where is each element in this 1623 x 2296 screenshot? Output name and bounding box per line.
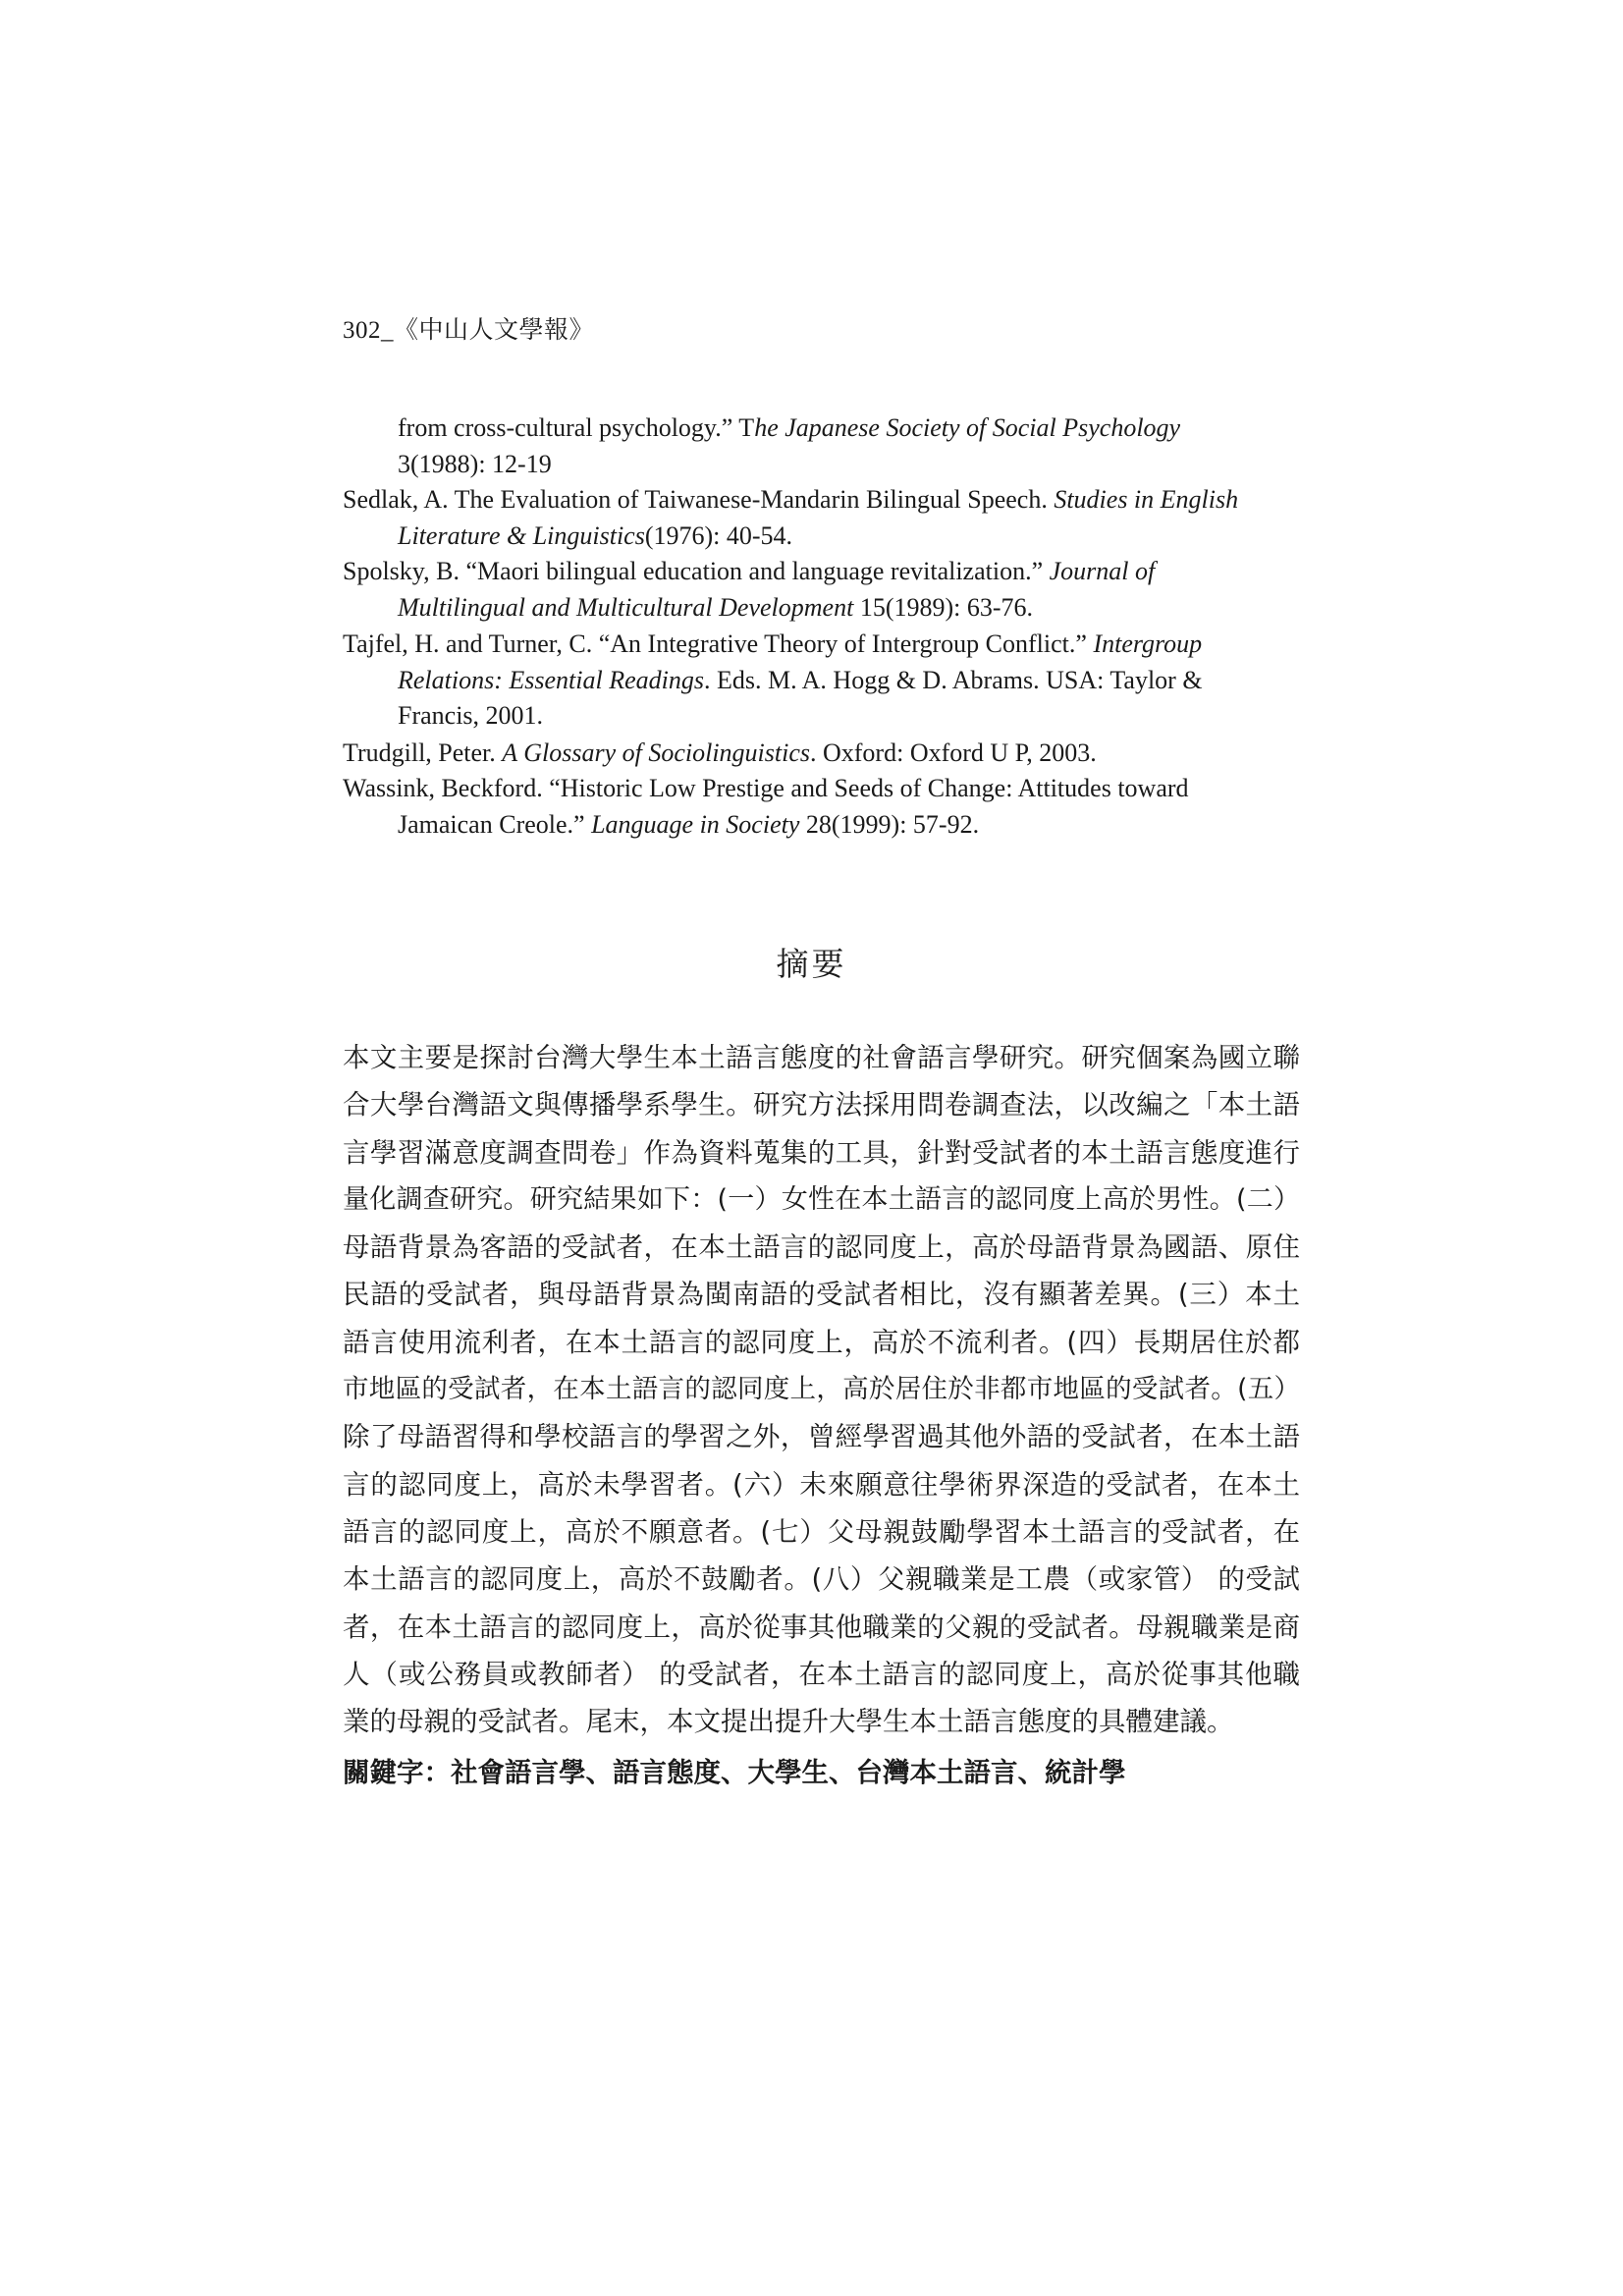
abstract-line: 言的認同度上，高於未學習者。(六）未來願意往學術界深造的受試者，在本土 <box>343 1468 1300 1501</box>
abstract-line: 本土語言的認同度上，高於不鼓勵者。(八）父親職業是工農（或家管） 的受試 <box>343 1563 1300 1596</box>
running-head: 302_《中山人文學報》 <box>343 317 595 344</box>
reference-text: Sedlak, A. The Evaluation of Taiwanese-Mandarin Bilingual Speech. <box>343 485 1055 514</box>
reference-publication: . Eds. M. A. Hogg & D. Abrams. USA: Taylor & Francis, 2001. <box>398 665 1203 730</box>
reference-entry-trudgill <box>343 736 1285 772</box>
reference-text: Spolsky, B. “Maori bilingual education and language revitalization.” <box>343 557 1050 585</box>
reference-journal-title: Journal of Multilingual and Multicultural Development <box>398 557 1156 622</box>
reference-volume: 15(1989): 63-76. <box>853 592 1034 622</box>
reference-text: Trudgill, Peter. <box>343 738 503 767</box>
reference-entry-sedlak <box>343 482 1285 554</box>
reference-journal-title: he Japanese Society of Social Psychology <box>754 413 1181 442</box>
abstract-line: 量化調查研究。研究結果如下：(一）女性在本土語言的認同度上高於男性。(二） <box>343 1183 1300 1215</box>
abstract-line: 除了母語習得和學校語言的學習之外，曾經學習過其他外語的受試者，在本土語 <box>343 1421 1300 1453</box>
abstract-line: 本文主要是探討台灣大學生本土語言態度的社會語言學研究。研究個案為國立聯 <box>343 1042 1300 1073</box>
reference-volume: (1976): 40-54. <box>644 520 793 550</box>
reference-book-title: Intergroup Relations: Essential Readings <box>398 629 1203 694</box>
reference-publication: . Oxford: Oxford U P, 2003. <box>810 738 1097 767</box>
reference-book-title: A Glossary of Sociolinguistics <box>502 738 810 767</box>
abstract-line: 語言使用流利者，在本土語言的認同度上，高於不流利者。(四）長期居住於都 <box>343 1326 1300 1358</box>
reference-journal-title: Language in Society <box>591 809 800 839</box>
reference-entry-spolsky <box>343 554 1285 626</box>
abstract-body <box>343 1034 1300 1745</box>
abstract-line: 母語背景為客語的受試者，在本土語言的認同度上，高於母語背景為國語、原住 <box>343 1231 1300 1264</box>
reference-volume: 28(1999): 57-92. <box>799 809 980 839</box>
references-list <box>343 410 1285 843</box>
abstract-line: 合大學台灣語文與傳播學系學生。研究方法採用問卷調查法，以改編之「本土語 <box>343 1089 1300 1121</box>
reference-journal-title: Studies in English Literature & Linguistics <box>398 485 1239 550</box>
reference-entry-continued <box>343 410 1285 482</box>
reference-text: Tajfel, H. and Turner, C. “An Integrative Theory of Intergroup Conflict.” <box>343 629 1094 658</box>
reference-entry-wassink <box>343 771 1285 843</box>
abstract-line: 者，在本土語言的認同度上，高於從事其他職業的父親的受試者。母親職業是商 <box>343 1611 1300 1643</box>
reference-volume: 3(1988): 12-19 <box>398 449 552 478</box>
abstract-line: 言學習滿意度調查問卷」作為資料蒐集的工具，針對受試者的本土語言態度進行 <box>343 1136 1300 1169</box>
abstract-line: 業的母親的受試者。尾末，本文提出提升大學生本土語言態度的具體建議。 <box>343 1706 1234 1738</box>
abstract-line: 市地區的受試者，在本土語言的認同度上，高於居住於非都市地區的受試者。(五） <box>343 1374 1300 1405</box>
abstract-line: 人（或公務員或教師者） 的受試者，在本土語言的認同度上，高於從事其他職 <box>343 1658 1300 1690</box>
reference-entry-tajfel <box>343 627 1285 735</box>
reference-text: Wassink, Beckford. “Historic Low Prestige and Seeds of Change: Attitudes toward Jamaican Creole.” <box>343 774 1189 839</box>
abstract-heading: 摘要 <box>776 948 847 983</box>
abstract-line: 語言的認同度上，高於不願意者。(七）父母親鼓勵學習本土語言的受試者，在 <box>343 1515 1300 1548</box>
reference-text: from cross-cultural psychology.” T <box>398 413 755 442</box>
keywords: 關鍵字：社會語言學、語言態度、大學生、台灣本土語言、統計學 <box>343 1757 1126 1788</box>
abstract-line: 民語的受試者，與母語背景為閩南語的受試者相比，沒有顯著差異。(三）本土 <box>343 1279 1300 1311</box>
